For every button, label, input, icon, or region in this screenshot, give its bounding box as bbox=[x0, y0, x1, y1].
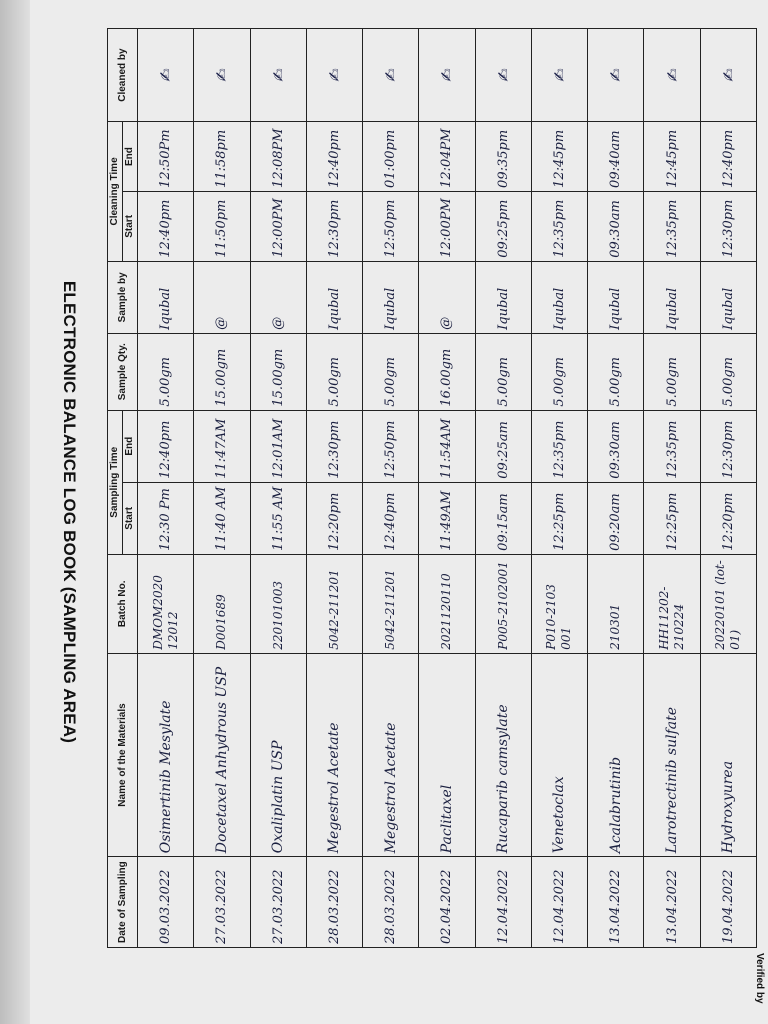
cell-material: Megestrol Acetate bbox=[306, 653, 362, 857]
cell-material: Docetaxel Anhydrous USP bbox=[194, 653, 250, 857]
table-row bbox=[194, 29, 250, 948]
cell-sample-qty: 5.00gm bbox=[644, 333, 700, 410]
signature-mark-icon: ✍ bbox=[718, 68, 738, 82]
cell-sampling-end: 11:54AM bbox=[419, 410, 475, 482]
cell-date: 12.04.2022 bbox=[475, 857, 531, 948]
cell-sampling-start: 12:25pm bbox=[531, 482, 587, 554]
cell-sample-by: Iqubal bbox=[644, 261, 700, 333]
cell-sampling-start: 12:25pm bbox=[644, 482, 700, 554]
cell-material: Acalabrutinib bbox=[588, 653, 644, 857]
rotated-log-page bbox=[1, 0, 768, 1024]
table-row bbox=[644, 29, 700, 948]
cell-sample-qty: 15.00gm bbox=[194, 333, 250, 410]
cell-sample-by: @ bbox=[250, 261, 306, 333]
cell-date: 27.03.2022 bbox=[194, 857, 250, 948]
table-row bbox=[531, 29, 587, 948]
cell-date: 09.03.2022 bbox=[138, 857, 194, 948]
header-sample-qty: Sample Qty. bbox=[108, 333, 138, 410]
header-date: Date of Sampling bbox=[108, 857, 138, 948]
cell-sampling-end: 12:30pm bbox=[700, 410, 756, 482]
cell-batch: P010-2103 001 bbox=[531, 554, 587, 653]
cell-cleaning-start: 12:30pm bbox=[306, 191, 362, 261]
cell-cleaning-end: 12:50Pm bbox=[138, 122, 194, 192]
cell-sample-qty: 5.00gm bbox=[306, 333, 362, 410]
cell-sampling-start: 12:40pm bbox=[363, 482, 419, 554]
signature-mark-icon: ✍ bbox=[606, 68, 626, 82]
cell-batch: DMOM2020 12012 bbox=[138, 554, 194, 653]
cell-cleaned-by bbox=[306, 29, 362, 122]
cell-sample-by: @ bbox=[194, 261, 250, 333]
cell-cleaned-by bbox=[250, 29, 306, 122]
header-cleaned-by: Cleaned by bbox=[108, 29, 138, 122]
log-table bbox=[107, 28, 757, 948]
cell-date: 28.03.2022 bbox=[363, 857, 419, 948]
cell-sample-by: Iqubal bbox=[475, 261, 531, 333]
cell-cleaning-end: 12:45pm bbox=[531, 122, 587, 192]
cell-sample-by: Iqubal bbox=[363, 261, 419, 333]
signature-mark-icon: ✍ bbox=[212, 68, 232, 82]
cell-sampling-end: 12:01AM bbox=[250, 410, 306, 482]
cell-sample-qty: 5.00gm bbox=[588, 333, 644, 410]
cell-sample-qty: 16.00gm bbox=[419, 333, 475, 410]
cell-sampling-end: 12:35pm bbox=[644, 410, 700, 482]
cell-batch: 2021120110 bbox=[419, 554, 475, 653]
cell-sampling-start: 11:40 AM bbox=[194, 482, 250, 554]
cell-sample-by: Iqubal bbox=[138, 261, 194, 333]
cell-cleaning-end: 12:08PM bbox=[250, 122, 306, 192]
signature-mark-icon: ✍ bbox=[437, 68, 457, 82]
signature-mark-icon: ✍ bbox=[493, 68, 513, 82]
cell-date: 27.03.2022 bbox=[250, 857, 306, 948]
cell-cleaning-start: 12:35pm bbox=[531, 191, 587, 261]
table-body bbox=[138, 29, 757, 948]
signature-mark-icon: ✍ bbox=[662, 68, 682, 82]
cell-sample-qty: 5.00gm bbox=[363, 333, 419, 410]
page-title: ELECTRONIC BALANCE LOG BOOK (SAMPLING AREA) bbox=[60, 280, 79, 744]
cell-batch: 210301 bbox=[588, 554, 644, 653]
cell-batch: 220101003 bbox=[250, 554, 306, 653]
cell-cleaning-end: 11:58pm bbox=[194, 122, 250, 192]
cell-sampling-end: 09:25am bbox=[475, 410, 531, 482]
cell-material: Paclitaxel bbox=[419, 653, 475, 857]
signature-mark-icon: ✍ bbox=[324, 68, 344, 82]
header-sampling-time: Sampling Time bbox=[108, 410, 123, 554]
header-sampling-start: Start bbox=[123, 482, 138, 554]
cell-cleaning-end: 09:35pm bbox=[475, 122, 531, 192]
table-header bbox=[108, 29, 138, 948]
cell-cleaning-start: 09:30am bbox=[588, 191, 644, 261]
cell-sampling-end: 12:40pm bbox=[138, 410, 194, 482]
cell-batch: HH11202-210224 bbox=[644, 554, 700, 653]
cell-material: Venetoclax bbox=[531, 653, 587, 857]
cell-sampling-end: 09:30am bbox=[588, 410, 644, 482]
cell-cleaned-by bbox=[363, 29, 419, 122]
cell-cleaned-by bbox=[700, 29, 756, 122]
verified-by-label: Verified by bbox=[754, 953, 765, 1004]
cell-sample-qty: 15.00gm bbox=[250, 333, 306, 410]
cell-date: 02.04.2022 bbox=[419, 857, 475, 948]
cell-sampling-start: 12:20pm bbox=[306, 482, 362, 554]
cell-cleaned-by bbox=[644, 29, 700, 122]
cell-sampling-start: 11:55 AM bbox=[250, 482, 306, 554]
cell-cleaned-by bbox=[531, 29, 587, 122]
cell-cleaning-end: 01:00pm bbox=[363, 122, 419, 192]
header-material: Name of the Materials bbox=[108, 653, 138, 857]
table-row bbox=[588, 29, 644, 948]
cell-batch: 20220101 (lot-01) bbox=[700, 554, 756, 653]
header-cleaning-time: Cleaning Time bbox=[108, 122, 123, 262]
table-row bbox=[475, 29, 531, 948]
cell-sample-by: Iqubal bbox=[700, 261, 756, 333]
cell-cleaning-start: 12:35pm bbox=[644, 191, 700, 261]
cell-batch: P005-2102001 bbox=[475, 554, 531, 653]
cell-sampling-start: 12:30 Pm bbox=[138, 482, 194, 554]
cell-sampling-end: 11:47AM bbox=[194, 410, 250, 482]
cell-batch: 5042-211201 bbox=[363, 554, 419, 653]
cell-cleaned-by bbox=[588, 29, 644, 122]
cell-sampling-end: 12:35pm bbox=[531, 410, 587, 482]
cell-sample-by: Iqubal bbox=[588, 261, 644, 333]
cell-sampling-start: 11:49AM bbox=[419, 482, 475, 554]
table-row bbox=[363, 29, 419, 948]
cell-material: Megestrol Acetate bbox=[363, 653, 419, 857]
cell-batch: D001689 bbox=[194, 554, 250, 653]
cell-sampling-end: 12:30pm bbox=[306, 410, 362, 482]
cell-sample-by: Iqubal bbox=[306, 261, 362, 333]
cell-sampling-start: 09:15am bbox=[475, 482, 531, 554]
table-row bbox=[138, 29, 194, 948]
cell-date: 28.03.2022 bbox=[306, 857, 362, 948]
cell-material: Oxaliplatin USP bbox=[250, 653, 306, 857]
cell-sample-qty: 5.00gm bbox=[138, 333, 194, 410]
header-sampling-end: End bbox=[123, 410, 138, 482]
header-cleaning-end: End bbox=[123, 122, 138, 192]
cell-sample-qty: 5.00gm bbox=[475, 333, 531, 410]
table-row bbox=[250, 29, 306, 948]
signature-mark-icon: ✍ bbox=[381, 68, 401, 82]
cell-cleaning-end: 09:40am bbox=[588, 122, 644, 192]
cell-cleaning-start: 12:40pm bbox=[138, 191, 194, 261]
cell-cleaning-start: 09:25pm bbox=[475, 191, 531, 261]
header-sample-by: Sample by bbox=[108, 261, 138, 333]
cell-sample-by: @ bbox=[419, 261, 475, 333]
cell-cleaning-start: 11:50pm bbox=[194, 191, 250, 261]
cell-sample-by: Iqubal bbox=[531, 261, 587, 333]
cell-cleaned-by bbox=[475, 29, 531, 122]
cell-cleaned-by bbox=[419, 29, 475, 122]
cell-cleaning-end: 12:40pm bbox=[700, 122, 756, 192]
cell-cleaning-start: 12:30pm bbox=[700, 191, 756, 261]
cell-material: Osimertinib Mesylate bbox=[138, 653, 194, 857]
cell-sample-qty: 5.00gm bbox=[531, 333, 587, 410]
cell-date: 19.04.2022 bbox=[700, 857, 756, 948]
cell-sample-qty: 5.00gm bbox=[700, 333, 756, 410]
cell-sampling-start: 12:20pm bbox=[700, 482, 756, 554]
cell-sampling-end: 12:50pm bbox=[363, 410, 419, 482]
cell-material: Rucaparib camsylate bbox=[475, 653, 531, 857]
cell-sampling-start: 09:20am bbox=[588, 482, 644, 554]
cell-batch: 5042-211201 bbox=[306, 554, 362, 653]
table-row bbox=[419, 29, 475, 948]
cell-cleaning-start: 12:00PM bbox=[419, 191, 475, 261]
table-row bbox=[306, 29, 362, 948]
header-cleaning-start: Start bbox=[123, 191, 138, 261]
cell-material: Larotrectinib sulfate bbox=[644, 653, 700, 857]
header-batch: Batch No. bbox=[108, 554, 138, 653]
cell-cleaned-by bbox=[138, 29, 194, 122]
cell-material: Hydroxyurea bbox=[700, 653, 756, 857]
cell-date: 13.04.2022 bbox=[644, 857, 700, 948]
table-row bbox=[700, 29, 756, 948]
cell-cleaning-end: 12:45pm bbox=[644, 122, 700, 192]
cell-cleaning-start: 12:50pm bbox=[363, 191, 419, 261]
cell-date: 12.04.2022 bbox=[531, 857, 587, 948]
cell-cleaning-end: 12:40pm bbox=[306, 122, 362, 192]
cell-cleaning-end: 12:04PM bbox=[419, 122, 475, 192]
signature-mark-icon: ✍ bbox=[549, 68, 569, 82]
cell-cleaned-by bbox=[194, 29, 250, 122]
signature-mark-icon: ✍ bbox=[156, 68, 176, 82]
cell-date: 13.04.2022 bbox=[588, 857, 644, 948]
cell-cleaning-start: 12:00PM bbox=[250, 191, 306, 261]
signature-mark-icon: ✍ bbox=[268, 68, 288, 82]
